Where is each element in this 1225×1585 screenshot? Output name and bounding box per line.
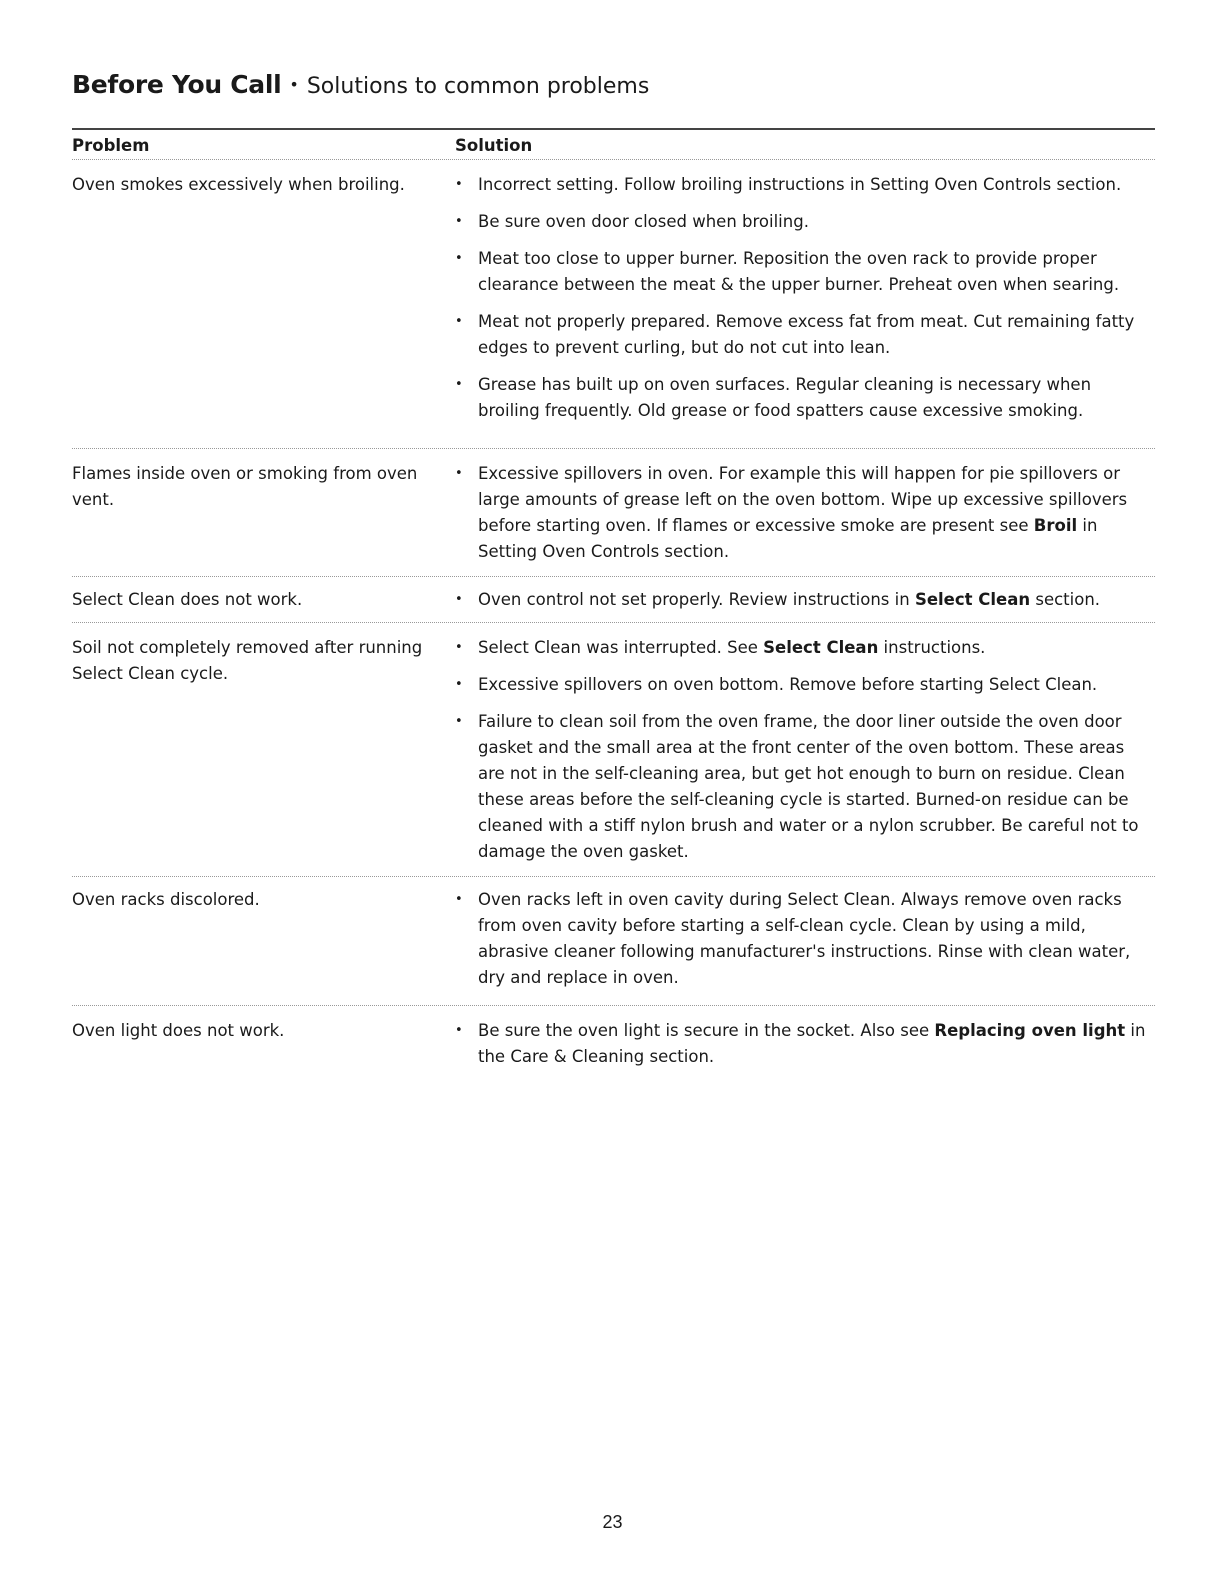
- solution-list: [455, 635, 1155, 865]
- solution-cell: [455, 1018, 1155, 1070]
- table-row: [72, 877, 1155, 1006]
- section-reference: Select Clean: [914, 590, 1031, 609]
- solution-item: [455, 246, 1155, 298]
- solution-item: [455, 172, 1155, 198]
- solution-cell: [455, 172, 1155, 424]
- solution-item: [455, 372, 1155, 424]
- solution-item: [455, 1018, 1155, 1070]
- solution-cell: [455, 887, 1155, 991]
- solution-item: [455, 709, 1155, 865]
- solution-cell: [455, 461, 1155, 565]
- table-row: [72, 1006, 1155, 1070]
- solution-text: Failure to clean soil from the oven frame, the door liner outside the oven door gasket and the small area at the front center of the oven bottom. These areas are not in the self-cleaning area, but get hot enough to burn on residue. Clean these areas before the self-cleaning cycle is started. Burned-on residue can be cleaned with a stiff nylon brush and water or a nylon scrubber. Be careful not to damage the oven gasket.: [478, 712, 1139, 861]
- problem-cell: Oven smokes excessively when broiling.: [72, 175, 405, 194]
- section-reference: Select Clean: [763, 638, 879, 657]
- page-subtitle: Solutions to common problems: [306, 74, 650, 99]
- solution-cell: [455, 635, 1155, 865]
- page-number: 23: [602, 1512, 623, 1532]
- section-reference: Replacing oven light: [934, 1021, 1126, 1040]
- solution-text: instructions.: [878, 638, 986, 657]
- solution-text: Be sure the oven light is secure in the socket. Also see: [478, 1021, 935, 1040]
- solution-text: Meat not properly prepared. Remove excess fat from meat. Cut remaining fatty edges to prevent curling, but do not cut into lean.: [478, 312, 1135, 357]
- solution-text: Excessive spillovers in oven. For example this will happen for pie spillovers or large amounts of grease left on the oven bottom. Wipe up excessive spillovers before starting oven. If flames or excessive smoke are present see: [478, 464, 1128, 535]
- title-separator: •: [289, 75, 299, 94]
- solution-item: [455, 635, 1155, 661]
- page-title: Before You Call: [72, 70, 282, 99]
- solution-item: [455, 587, 1155, 613]
- solution-list: [455, 587, 1155, 613]
- solution-text: Meat too close to upper burner. Reposition the oven rack to provide proper clearance between the meat & the upper burner. Preheat oven when searing.: [478, 249, 1120, 294]
- solution-text: Be sure oven door closed when broiling.: [478, 212, 809, 231]
- section-reference: Broil: [1033, 516, 1078, 535]
- solution-item: [455, 461, 1155, 565]
- solution-text: Excessive spillovers on oven bottom. Remove before starting Select Clean.: [478, 675, 1098, 694]
- solution-text: in Setting Oven Controls section.: [478, 516, 1098, 561]
- solution-column-header: Solution: [455, 136, 533, 155]
- table-row: [72, 623, 1155, 877]
- solution-cell: [455, 587, 1155, 613]
- troubleshooting-table: [72, 136, 1155, 1070]
- solution-text: in the Care & Cleaning section.: [478, 1021, 1146, 1066]
- solution-list: [455, 172, 1155, 424]
- table-row: [72, 449, 1155, 577]
- problem-column-header: Problem: [72, 136, 150, 155]
- solution-text: Oven control not set properly. Review instructions in: [478, 590, 915, 609]
- solution-list: [455, 1018, 1155, 1070]
- solution-item: [455, 309, 1155, 361]
- page-header: [72, 70, 1153, 99]
- table-body: [72, 160, 1155, 1070]
- table-row: [72, 577, 1155, 623]
- problem-cell: Oven light does not work.: [72, 1021, 285, 1040]
- solution-text: section.: [1030, 590, 1101, 609]
- solution-item: [455, 209, 1155, 235]
- solution-text: Incorrect setting. Follow broiling instructions in Setting Oven Controls section.: [478, 175, 1122, 194]
- problem-cell: Oven racks discolored.: [72, 890, 260, 909]
- solution-text: Grease has built up on oven surfaces. Regular cleaning is necessary when broiling frequently. Old grease or food spatters cause excessive smoking.: [478, 375, 1092, 420]
- solution-item: [455, 887, 1155, 991]
- problem-cell: Soil not completely removed after running Select Clean cycle.: [72, 638, 423, 683]
- table-header: [72, 136, 1155, 160]
- solution-list: [455, 887, 1155, 991]
- problem-cell: Flames inside oven or smoking from oven vent.: [72, 464, 418, 509]
- header-rule: [72, 128, 1155, 130]
- solution-text: Oven racks left in oven cavity during Select Clean. Always remove oven racks from oven cavity before starting a self-clean cycle. Clean by using a mild, abrasive cleaner following manufacturer's instructions. Rinse with clean water, dry and replace in oven.: [478, 890, 1131, 987]
- solution-list: [455, 461, 1155, 565]
- solution-text: Select Clean was interrupted. See: [478, 638, 764, 657]
- problem-cell: Select Clean does not work.: [72, 590, 303, 609]
- solution-item: [455, 672, 1155, 698]
- table-row: [72, 160, 1155, 449]
